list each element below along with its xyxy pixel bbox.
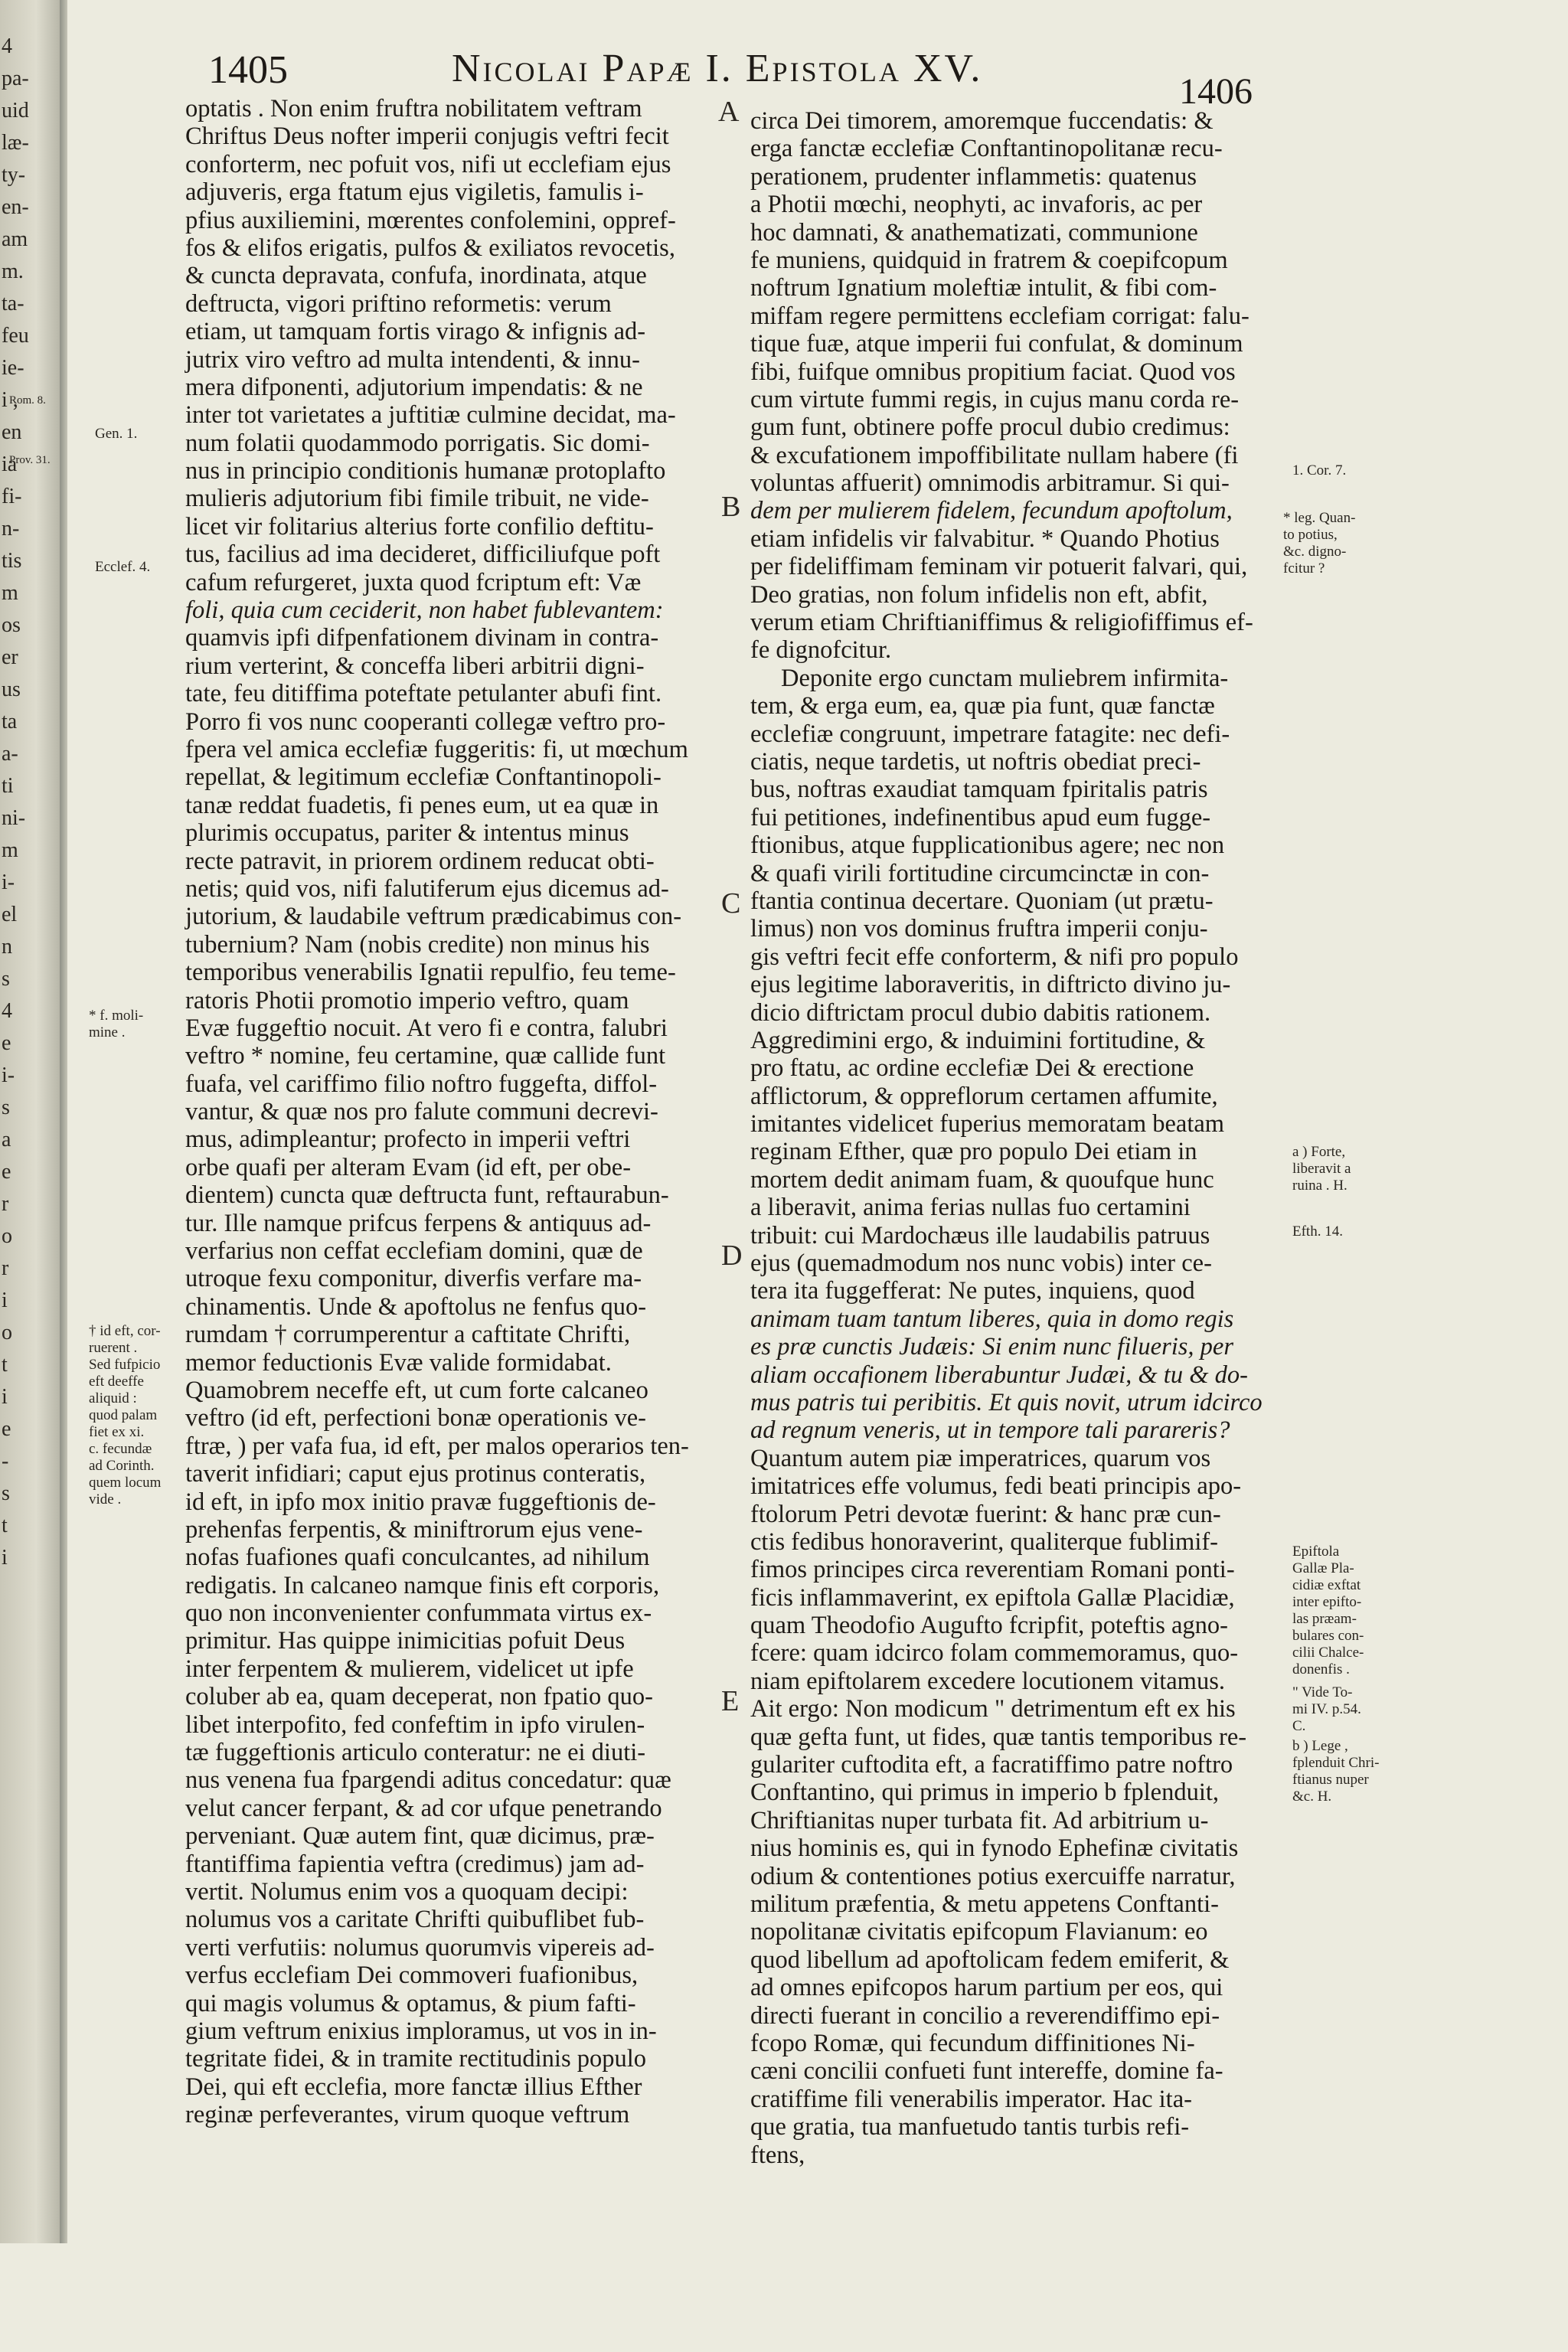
text-line: quam Theodofio Augufto fcripfit, poteftis agno-: [750, 1612, 1228, 1640]
text-line: perationem, prudenter inflammetis: quatenus: [750, 162, 1197, 191]
text-line: & excufationem impoffibilitate nullam habere (fi: [750, 441, 1239, 469]
text-line: gulariter cuftodita eft, a facratiffimo patre noftro: [750, 1751, 1233, 1779]
text-line: voluntas affuerit) omnimodis arbitramur. Si qui-: [750, 469, 1230, 498]
text-line: dicio diftrictam procul dubio dabitis rationem.: [750, 998, 1211, 1027]
text-line: ecclefiæ congruunt, impetrare fatagite: nec defi-: [750, 720, 1230, 748]
text-line: limus) non vos dominus fruftra imperii conju-: [750, 915, 1208, 943]
text-line: rium verterint, & conceffa liberi arbitrii digni-: [185, 652, 645, 680]
text-line: licet vir folitarius alterius forte confilio deftitu-: [185, 512, 654, 541]
text-line: verti verfutiis: nolumus quorumvis vipereis ad-: [185, 1933, 655, 1962]
text-line: tanæ reddat fuadetis, fi penes eum, ut ea quæ in: [185, 791, 659, 819]
margin-note-gen: Gen. 1.: [95, 426, 138, 442]
text-line: inter ferpentem & mulierem, videlicet ut ipfe: [185, 1655, 634, 1683]
left-fragment-line: en: [2, 420, 22, 444]
text-line: verum etiam Chriftianiffimus & religiofiffimus ef-: [750, 609, 1253, 637]
text-line: fcopo Romæ, qui fecundum diffinitiones Ni-: [750, 2029, 1195, 2057]
text-line: quæ gefta funt, ut fides, quæ tantis temporibus re-: [750, 1723, 1247, 1751]
text-column-left: [185, 95, 717, 2129]
margin-note-forte: a ) Forte, liberavit a ruina . H.: [1292, 1144, 1351, 1194]
left-fragment-line: læ-: [2, 131, 29, 155]
text-line: noftrum Ignatium moleftiæ intulit, & fibi com-: [750, 274, 1217, 302]
text-line: Quamobrem neceffe eft, ut cum forte calcaneo: [185, 1376, 648, 1404]
text-line: nolumus vos a caritate Chrifti quibuflibet fub-: [185, 1906, 645, 1934]
text-line: taverit infidiari; caput ejus protinus conteratis,: [185, 1460, 646, 1488]
text-line: recte patravit, in priorem ordinem reducat obti-: [185, 847, 655, 875]
left-fragment-line: r: [2, 1192, 9, 1216]
text-line: Porro fi vos nunc cooperanti collegæ veftro pro-: [185, 707, 666, 736]
section-letter-a: A: [718, 96, 740, 128]
text-line: perveniant. Quæ autem fint, quæ dicimus, præ-: [185, 1822, 655, 1851]
text-line: per fideliffimam feminam vir potuerit falvari, qui,: [750, 553, 1248, 581]
text-line: veftro (id eft, perfectioni bonæ operationis ve-: [185, 1404, 646, 1432]
left-fragment-line: m: [2, 838, 18, 862]
left-fragment-line: i: [2, 1546, 8, 1570]
left-fragment-line: tis: [2, 549, 22, 573]
text-line: nius hominis es, qui in fynodo Ephefinæ civitatis: [750, 1834, 1239, 1863]
text-line: ftionibus, atque fupplicationibus agere; nec non: [750, 831, 1225, 860]
left-fragment-line: ti: [2, 774, 14, 798]
text-line: Deo gratias, non folum infidelis non eft, abfit,: [750, 580, 1208, 609]
text-line: pro ftatu, ac ordine ecclefiæ Dei & erectione: [750, 1054, 1194, 1083]
left-fragment-line: el: [2, 903, 18, 926]
text-line: pfius auxiliemini, mœrentes confolemini, oppref-: [185, 206, 676, 234]
text-line: es præ cunctis Judæis: Si enim nunc filueris, per: [750, 1333, 1233, 1361]
text-line: afflictorum, & oppreflorum certamen affumite,: [750, 1082, 1218, 1110]
text-line: quo non inconvenienter confummata virtus ex-: [185, 1599, 652, 1628]
text-line: directi fuerant in concilio a reverendiffimo epi-: [750, 2001, 1220, 2030]
section-letter-e: E: [721, 1685, 740, 1717]
text-line: qui magis volumus & optamus, & pium fafti-: [185, 1989, 636, 2017]
text-line: Chriftus Deus nofter imperii conjugis veftri fecit: [185, 122, 669, 151]
text-line: mus, adimpleantur; profecto in imperii veftri: [185, 1125, 631, 1154]
text-line: Evæ fuggeftio nocuit. At vero fi e contra, falubri: [185, 1014, 668, 1042]
text-line: & quafi virili fortitudine circumcinctæ in con-: [750, 859, 1210, 887]
margin-note-quanto: * leg. Quan- to potius, &c. digno- fcitur ?: [1283, 510, 1356, 577]
left-fragment-line: o: [2, 1321, 12, 1344]
left-fragment-line: i ,: [2, 388, 18, 412]
left-fragment-line: ia: [2, 452, 18, 476]
text-line: circa Dei timorem, amoremque fuccendatis: &: [750, 107, 1214, 135]
text-line: optatis . Non enim fruftra nobilitatem veftram: [185, 95, 642, 122]
text-line: ftantiffima fapientia veftra (credimus) jam ad-: [185, 1850, 645, 1878]
text-line: tera ita fuggefferat: Ne putes, inquiens, quod: [750, 1277, 1195, 1305]
text-line: Ait ergo: Non modicum " detrimentum eft ex his: [750, 1695, 1236, 1723]
left-page-text-fragments: [2, 31, 57, 2098]
margin-note-eccles: Ecclef. 4.: [95, 559, 151, 575]
text-line: ftens,: [750, 2141, 805, 2169]
text-line: ftræ, ) per vafa fua, id eft, per malos operarios ten-: [185, 1432, 689, 1460]
left-fragment-line: m.: [2, 260, 24, 283]
left-fragment-line: ta-: [2, 292, 24, 315]
edge-note-prov: Prov. 31.: [9, 454, 51, 466]
text-line: bus, noftras exaudiat tamquam fpiritalis patris: [750, 776, 1208, 804]
margin-note-epistola: Epiftola Gallæ Pla- cidiæ exftat inter epifto- las præam- bulares con- cilii Chalce- donenfis .: [1292, 1544, 1364, 1677]
text-line: cæni concilii confueti funt intereffe, domine fa-: [750, 2057, 1223, 2086]
text-line: etiam infidelis vir falvabitur. * Quando Photius: [750, 524, 1220, 553]
text-line: chinamentis. Unde & apoftolus ne fenfus quo-: [185, 1292, 647, 1321]
text-line: nopolitanæ civitatis epifcopum Flavianum: eo: [750, 1918, 1208, 1946]
text-line: verfarius non ceffat ecclefiam domini, quæ de: [185, 1237, 643, 1266]
text-line: erga fanctæ ecclefiæ Conftantinopolitanæ recu-: [750, 135, 1223, 163]
text-line: Conftantino, qui primus in imperio b fplenduit,: [750, 1779, 1220, 1807]
text-line: mus patris tui peribitis. Et quis novit, utrum idcirco: [750, 1388, 1263, 1416]
running-header: Nicolai Papæ I. Epistola XV.: [452, 47, 983, 90]
left-fragment-line: fi-: [2, 485, 22, 508]
text-line: vertit. Nolumus enim vos a quoquam decipi:: [185, 1878, 629, 1906]
margin-note-lege: b ) Lege , fplenduit Chri- ftianus nuper &c. H.: [1292, 1738, 1380, 1805]
left-fragment-line: 4: [2, 999, 12, 1023]
text-line: cafum refurgeret, juxta quod fcriptum eft: Væ: [185, 568, 642, 596]
text-line: tæ fuggeftionis articulo conteratur: ne ei diuti-: [185, 1739, 646, 1767]
text-line: & cuncta depravata, confufa, inordinata, atque: [185, 262, 647, 290]
left-fragment-line: 4: [2, 34, 12, 58]
text-line: Quantum autem piæ imperatrices, quarum vos: [750, 1444, 1211, 1472]
text-line: tate, feu ditiffima poteftate petulanter abufi fint.: [185, 680, 662, 708]
text-line: odium & contentiones potius exercuiffe narratur,: [750, 1862, 1236, 1890]
left-fragment-line: ie-: [2, 356, 24, 380]
text-line: fui petitiones, indefinentibus apud eum fugge-: [750, 803, 1211, 831]
left-page-edge: [0, 0, 66, 2352]
text-line: utroque fexu componitur, diverfis verfare ma-: [185, 1265, 642, 1293]
left-fragment-line: uid: [2, 99, 29, 122]
left-fragment-line: i: [2, 1289, 8, 1312]
text-line: ad omnes epifcopos harum partium per eos, qui: [750, 1974, 1223, 2002]
text-line: foli, quia cum ceciderit, non habet fublevantem:: [185, 596, 664, 625]
text-line: vantur, & quæ nos pro falute communi decrevi-: [185, 1098, 658, 1126]
text-line: gium veftrum enixius imploramus, ut vos in in-: [185, 2017, 657, 2045]
text-line: fimos principes circa reverentiam Romani ponti-: [750, 1556, 1235, 1584]
text-line: ad regnum veneris, ut in tempore tali parareris?: [750, 1416, 1230, 1445]
left-fragment-line: am: [2, 227, 28, 251]
text-line: aliam occafionem liberabuntur Judæi, & tu & do-: [750, 1361, 1248, 1389]
text-line: deftructa, vigori priftino reformetis: verum: [185, 289, 612, 318]
text-line: tubernium? Nam (nobis credite) non minus his: [185, 930, 650, 959]
text-column-right: [750, 107, 1286, 2169]
left-fragment-line: s: [2, 1481, 10, 1505]
left-fragment-line: -: [2, 1449, 9, 1473]
text-line: repellat, & legitimum ecclefiæ Conftantinopoli-: [185, 763, 662, 792]
text-line: ejus legitime laboraveritis, in diftricto divino ju-: [750, 971, 1231, 999]
text-line: tem, & erga eum, ea, quæ pia funt, quæ fanctæ: [750, 692, 1215, 720]
text-line: cratiffime fili venerabilis imperator. Hac ita-: [750, 2085, 1192, 2113]
text-line: ejus (quemadmodum nos nunc vobis) inter ce-: [750, 1250, 1212, 1278]
text-line: quod libellum ad apoftolicam fedem emiferit, &: [750, 1945, 1230, 1974]
left-fragment-line: a: [2, 1128, 11, 1152]
left-fragment-line: os: [2, 613, 21, 637]
left-fragment-line: n-: [2, 517, 20, 541]
text-line: miffam regere permittens ecclefiam corrigat: falu-: [750, 302, 1250, 330]
text-line: fe muniens, quidquid in fratrem & coepifcopum: [750, 246, 1228, 274]
text-line: ftantia continua decertare. Quoniam (ut prætu-: [750, 887, 1214, 915]
text-line: a Photii mœchi, neophyti, ac invaforis, ac per: [750, 191, 1203, 219]
text-line: orbe quafi per alteram Evam (id eft, per obe-: [185, 1153, 632, 1181]
text-line: netis; quid vos, nifi falutiferum ejus dicemus ad-: [185, 874, 669, 903]
edge-note-rom: Rom. 8.: [9, 394, 46, 407]
text-line: mulieris adjutorium fibi fimile tribuit, ne vide-: [185, 485, 649, 513]
text-line: gis veftri fecit effe conforterm, & nifi pro populo: [750, 942, 1239, 971]
left-fragment-line: o: [2, 1224, 12, 1248]
left-fragment-line: er: [2, 645, 18, 669]
text-line: ctis fedibus honoraverint, qualiterque fublimif-: [750, 1527, 1219, 1556]
text-line: conforterm, nec pofuit vos, nifi ut ecclefiam ejus: [185, 150, 671, 178]
left-fragment-line: i-: [2, 871, 15, 894]
text-line: plurimis occupatus, pariter & intentus minus: [185, 819, 629, 848]
left-fragment-line: t: [2, 1353, 8, 1377]
margin-note-cor: 1. Cor. 7.: [1292, 462, 1347, 479]
text-line: tegritate fidei, & in tramite rectitudinis populo: [185, 2045, 646, 2073]
page-bottom-margin: [0, 2243, 1568, 2352]
text-line: primitur. Has quippe inimicitias pofuit Deus: [185, 1627, 626, 1655]
left-fragment-line: ni-: [2, 806, 26, 830]
text-line: reginæ perfeverantes, virum quoque veftrum: [185, 2101, 630, 2129]
text-line: memor feductionis Evæ valide formidabat.: [185, 1348, 612, 1377]
text-line: Dei, qui eft ecclefia, more fanctæ illius Efther: [185, 2073, 642, 2101]
text-line: fibi, fuifque omnibus propitium faciat. Quod vos: [750, 358, 1236, 386]
section-letter-d: D: [721, 1240, 743, 1272]
text-line: verfus ecclefiam Dei commoveri fuafionibus,: [185, 1962, 639, 1990]
text-line: fe dignofcitur.: [750, 636, 892, 665]
left-fragment-line: en-: [2, 195, 29, 219]
section-letter-c: C: [721, 887, 741, 920]
left-fragment-line: e: [2, 1031, 11, 1055]
text-line: ciatis, neque tardetis, ut noftris obediat preci-: [750, 747, 1201, 776]
text-line: temporibus venerabilis Ignatii repulfio, feu teme-: [185, 959, 676, 987]
text-line: veftro * nomine, feu certamine, quæ callide funt: [185, 1042, 666, 1070]
left-fragment-line: us: [2, 678, 21, 701]
text-line: ratoris Photii promotio imperio veftro, quam: [185, 986, 629, 1014]
left-fragment-line: pa-: [2, 67, 29, 90]
margin-note-esth: Efth. 14.: [1292, 1223, 1343, 1240]
margin-note-molimine: * f. moli- mine .: [89, 1008, 144, 1040]
left-fragment-line: e: [2, 1160, 11, 1184]
text-line: fuafa, vel cariffimo filio noftro fuggefta, diffol-: [185, 1070, 658, 1098]
text-line: tique fuæ, atque imperii fui confulat, & dominum: [750, 330, 1243, 358]
text-line: Deponite ergo cunctam muliebrem infirmita-: [781, 664, 1229, 692]
text-line: ficis inflammaverint, ex epiftola Gallæ Placidiæ,: [750, 1583, 1235, 1612]
text-line: militum præfentia, & metu appetens Conftanti-: [750, 1890, 1219, 1918]
text-line: jutorium, & laudabile veftrum prædicabimus con-: [185, 903, 682, 931]
page-gutter: [60, 0, 67, 2352]
text-line: nofas fuafiones quafi conculcantes, ad nihilum: [185, 1544, 650, 1572]
text-line: tus, facilius ad ima decideret, difficiliufque poft: [185, 541, 661, 569]
text-line: fpera vel amica ecclefiæ fuggeritis: fi, ut mœchum: [185, 735, 688, 763]
text-line: id eft, in ipfo mox initio pravæ fuggeftionis de-: [185, 1488, 656, 1516]
left-fragment-line: n: [2, 935, 12, 959]
text-line: hoc damnati, & anathematizati, communione: [750, 218, 1198, 247]
text-line: coluber ab ea, quam deceperat, non fpatio quo-: [185, 1683, 653, 1711]
text-line: a liberavit, anima ferias nullas fuo certamini: [750, 1194, 1191, 1222]
left-fragment-line: i: [2, 1385, 8, 1409]
text-line: redigatis. In calcaneo namque finis eft corporis,: [185, 1571, 660, 1599]
page-number-right: 1406: [1179, 71, 1253, 112]
left-fragment-line: i-: [2, 1063, 15, 1087]
text-line: prehenfas ferpentis, & miniftrorum ejus vene-: [185, 1515, 643, 1544]
left-fragment-line: feu: [2, 324, 29, 348]
text-line: velut cancer ferpant, & ad cor ufque penetrando: [185, 1794, 662, 1822]
text-line: mortem dedit animam fuam, & quoufque hunc: [750, 1165, 1214, 1194]
left-fragment-line: m: [2, 581, 18, 605]
text-line: tribuit: cui Mardochæus ille laudabilis patruus: [750, 1221, 1210, 1250]
text-line: niam epiftolarem excedere locutionem vitamus.: [750, 1667, 1225, 1695]
text-line: libet interpofito, fed confeftim in ipfo virulen-: [185, 1710, 645, 1739]
text-line: rumdam † corrumperentur a caftitate Chrifti,: [185, 1321, 631, 1349]
text-line: cum virtute fummi regis, in cujus manu corda re-: [750, 385, 1240, 413]
margin-note-vide-tomi: " Vide To- mi IV. p.54. C.: [1292, 1684, 1361, 1734]
text-line: ftolorum Petri devotæ fuerint: & hanc præ cun-: [750, 1500, 1221, 1528]
left-fragment-line: a-: [2, 742, 18, 766]
text-line: que gratia, tua manfuetudo tantis turbis refi-: [750, 2113, 1190, 2141]
text-line: etiam, ut tamquam fortis virago & infignis ad-: [185, 318, 646, 346]
text-line: Aggredimini ergo, & induimini fortitudine, &: [750, 1026, 1206, 1054]
text-line: imitantes videlicet fuperius memoratam beatam: [750, 1110, 1225, 1138]
text-line: dientem) cuncta quæ deftructa funt, reftaurabun-: [185, 1181, 669, 1210]
text-line: Chriftianitas nuper turbata fit. Ad arbitrium u-: [750, 1806, 1209, 1834]
section-letter-b: B: [721, 491, 741, 523]
margin-note-idest: † id eft, cor- ruerent . Sed fufpicio eft deeffe aliquid : quod palam fiet ex xi. c. fecundæ ad Corinth. quem locum vide .: [89, 1323, 162, 1508]
left-fragment-line: ty-: [2, 163, 26, 187]
text-line: mera difponenti, adjutorium impendatis: & ne: [185, 373, 643, 401]
text-line: dem per mulierem fidelem, fecundum apoftolum,: [750, 497, 1233, 525]
left-fragment-line: e: [2, 1417, 11, 1441]
text-line: jutrix viro veftro ad multa intendenti, & innu-: [185, 345, 640, 374]
text-line: nus venena fua fpargendi aditus concedatur: quæ: [185, 1766, 671, 1795]
left-fragment-line: t: [2, 1514, 8, 1537]
left-fragment-line: s: [2, 1096, 10, 1119]
left-fragment-line: s: [2, 967, 10, 991]
text-line: inter tot varietates a juftitiæ culmine decidat, ma-: [185, 401, 676, 430]
text-line: quamvis ipfi difpenfationem divinam in contra-: [185, 624, 659, 652]
left-fragment-line: ta: [2, 710, 18, 733]
text-line: reginam Efther, quæ pro populo Dei etiam in: [750, 1138, 1197, 1166]
text-line: imitatrices effe volumus, fedi beati principis apo-: [750, 1472, 1242, 1501]
text-line: animam tuam tantum liberes, quia in domo regis: [750, 1305, 1234, 1333]
text-line: fos & elifos erigatis, pulfos & exiliatos revocetis,: [185, 234, 675, 262]
text-line: num folatii quodammodo porrigatis. Sic domi-: [185, 429, 650, 457]
page-number-left: 1405: [208, 48, 288, 92]
left-fragment-line: r: [2, 1256, 9, 1280]
text-line: tur. Ille namque prifcus ferpens & antiquus ad-: [185, 1209, 652, 1237]
text-line: fcere: quam idcirco folam commemoramus, quo-: [750, 1639, 1239, 1668]
text-line: adjuveris, erga ftatum ejus vigiletis, famulis i-: [185, 178, 644, 207]
text-line: nus in principio conditionis humanæ protoplafto: [185, 457, 666, 485]
text-line: gum funt, obtinere poffe procul dubio credimus:: [750, 413, 1230, 442]
